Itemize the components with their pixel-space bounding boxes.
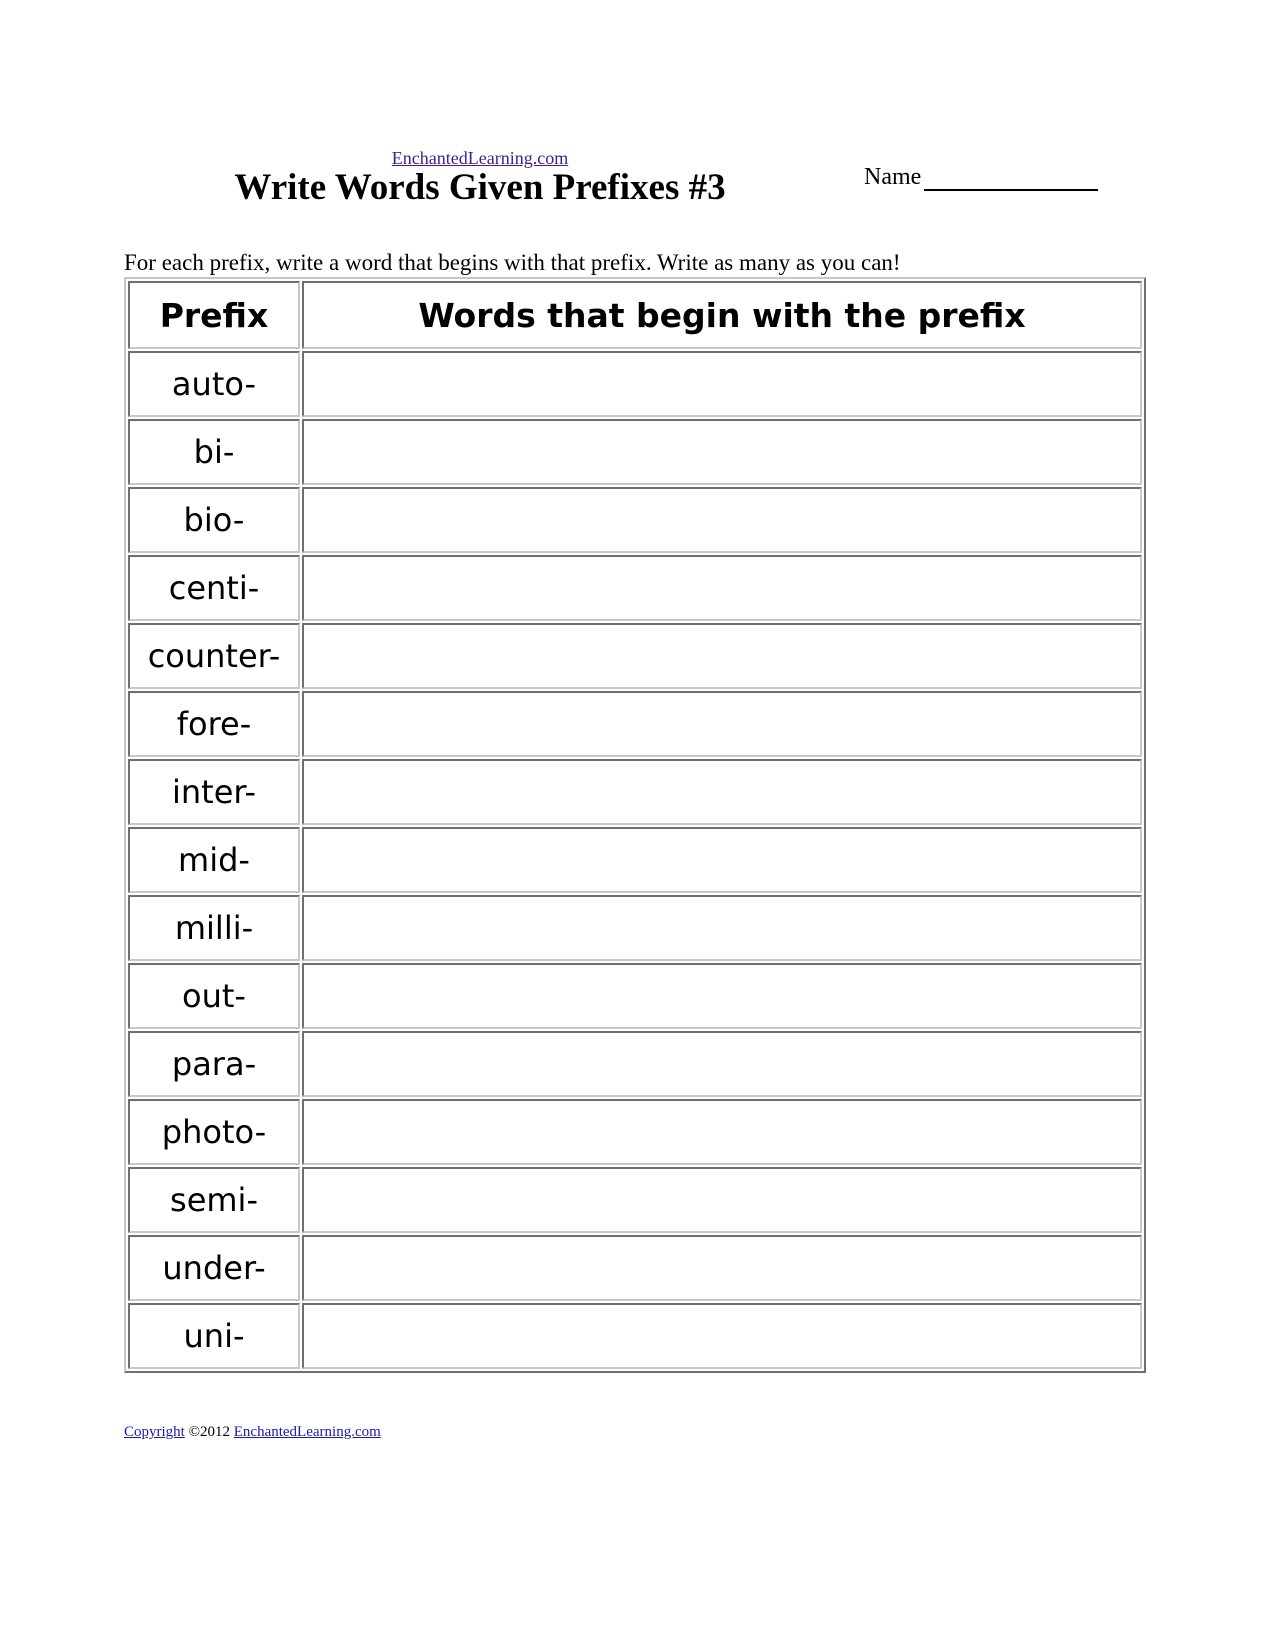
prefix-cell: under- <box>128 1235 300 1301</box>
prefix-cell: photo- <box>128 1099 300 1165</box>
name-label: Name <box>864 164 922 190</box>
site-link-footer[interactable]: EnchantedLearning.com <box>233 1424 381 1440</box>
table-row <box>128 827 1142 893</box>
prefix-cell: milli- <box>128 895 300 961</box>
table-header-row <box>128 281 1142 349</box>
page-title: Write Words Given Prefixes #3 <box>234 167 726 208</box>
prefix-cell: centi- <box>128 555 300 621</box>
answer-cell[interactable] <box>302 487 1142 553</box>
prefix-cell: inter- <box>128 759 300 825</box>
answer-cell[interactable] <box>302 1303 1142 1369</box>
footer <box>124 1424 381 1441</box>
site-link-header[interactable]: EnchantedLearning.com <box>391 148 569 168</box>
prefix-cell: bi- <box>128 419 300 485</box>
answer-cell[interactable] <box>302 623 1142 689</box>
answer-cell[interactable] <box>302 1099 1142 1165</box>
table-row <box>128 1235 1142 1301</box>
prefix-table <box>124 277 1146 1373</box>
answer-cell[interactable] <box>302 963 1142 1029</box>
prefix-cell: out- <box>128 963 300 1029</box>
prefix-cell: fore- <box>128 691 300 757</box>
answer-cell[interactable] <box>302 1031 1142 1097</box>
prefix-cell: para- <box>128 1031 300 1097</box>
table-row <box>128 555 1142 621</box>
table-row <box>128 351 1142 417</box>
prefix-cell: uni- <box>128 1303 300 1369</box>
table-row <box>128 419 1142 485</box>
prefix-cell: bio- <box>128 487 300 553</box>
table-row <box>128 895 1142 961</box>
words-column-header: Words that begin with the prefix <box>302 281 1142 349</box>
table-row <box>128 759 1142 825</box>
prefix-cell: mid- <box>128 827 300 893</box>
table-row <box>128 1099 1142 1165</box>
table-row <box>128 1031 1142 1097</box>
answer-cell[interactable] <box>302 1235 1142 1301</box>
answer-cell[interactable] <box>302 895 1142 961</box>
answer-cell[interactable] <box>302 555 1142 621</box>
copyright-link[interactable]: Copyright <box>124 1424 185 1440</box>
answer-cell[interactable] <box>302 691 1142 757</box>
prefix-cell: auto- <box>128 351 300 417</box>
answer-cell[interactable] <box>302 827 1142 893</box>
name-blank-line[interactable] <box>924 189 1098 191</box>
prefix-cell: semi- <box>128 1167 300 1233</box>
answer-cell[interactable] <box>302 351 1142 417</box>
table-row <box>128 963 1142 1029</box>
answer-cell[interactable] <box>302 1167 1142 1233</box>
answer-cell[interactable] <box>302 419 1142 485</box>
prefix-cell: counter- <box>128 623 300 689</box>
table-row <box>128 1303 1142 1369</box>
table-row <box>128 623 1142 689</box>
instructions: For each prefix, write a word that begins with that prefix. Write as many as you can! <box>124 250 901 275</box>
copyright-year: ©2012 <box>184 1424 234 1440</box>
table-row <box>128 1167 1142 1233</box>
answer-cell[interactable] <box>302 759 1142 825</box>
table-row <box>128 691 1142 757</box>
prefix-column-header: Prefix <box>128 281 300 349</box>
table-row <box>128 487 1142 553</box>
